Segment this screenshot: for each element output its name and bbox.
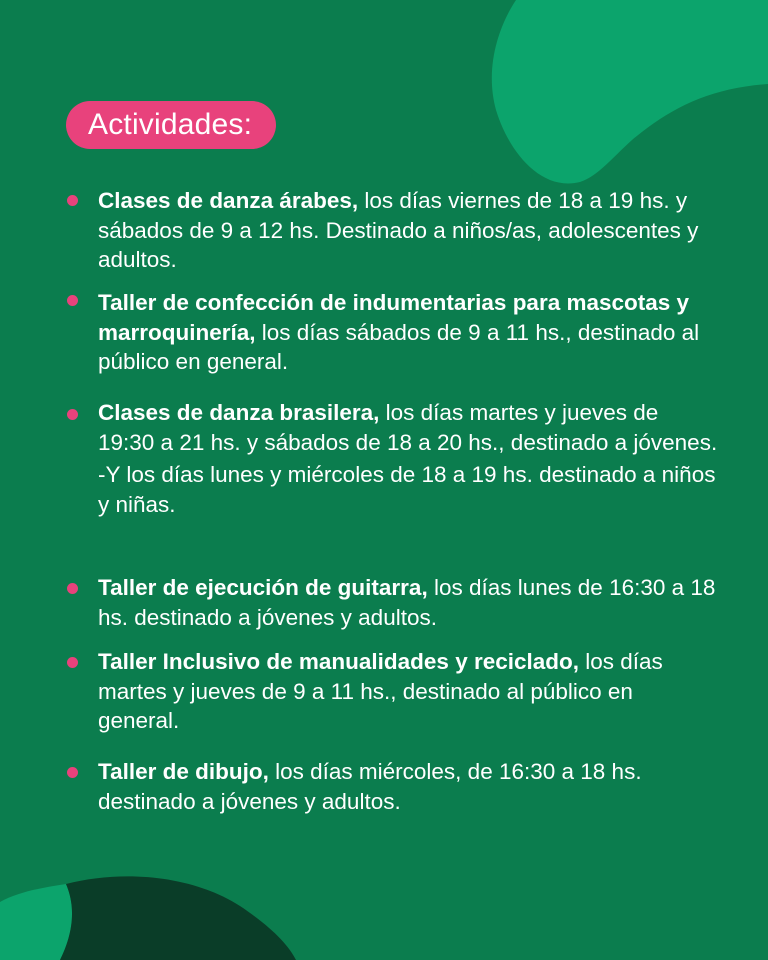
activity-item xyxy=(98,647,718,736)
activity-name: Taller de dibujo, xyxy=(98,759,269,784)
activity-details: los días viernes de 18 a 19 hs. y sábados de 9 a 12 hs. Destinado a niños/as, adolescentes y adultos. xyxy=(98,188,699,272)
activity-item xyxy=(98,186,718,275)
activity-details: los días martes y jueves de 9 a 11 hs., destinado al público en general. xyxy=(98,649,663,733)
bottom-left-dark-blob xyxy=(60,876,296,960)
activity-item xyxy=(98,288,718,377)
activity-item xyxy=(98,398,718,519)
activity-details: los días miércoles, de 16:30 a 18 hs. destinado a jóvenes y adultos. xyxy=(98,759,642,814)
activity-name: Taller Inclusivo de manualidades y reciclado, xyxy=(98,649,580,674)
activity-name: Taller de ejecución de guitarra, xyxy=(98,575,428,600)
bullet-icon xyxy=(67,657,78,668)
activity-name: Clases de danza árabes, xyxy=(98,188,359,213)
section-title: Actividades: xyxy=(66,101,276,149)
bullet-icon xyxy=(67,767,78,778)
activity-name: Clases de danza brasilera, xyxy=(98,400,380,425)
activity-details: los días martes y jueves de 19:30 a 21 hs. y sábados de 18 a 20 hs., destinado a jóvenes. xyxy=(98,400,718,455)
bullet-icon xyxy=(67,583,78,594)
activity-extra-schedule: -Y los días lunes y miércoles de 18 a 19 hs. destinado a niños y niñas. xyxy=(98,462,716,517)
activity-details: los días sábados de 9 a 11 hs., destinado al público en general. xyxy=(98,319,700,374)
bottom-left-blob xyxy=(0,884,72,960)
top-right-blob xyxy=(492,0,768,183)
bullet-icon xyxy=(67,195,78,206)
activity-name: Taller de confección de indumentarias para mascotas y marroquinería, xyxy=(98,290,690,345)
bullet-icon xyxy=(67,295,78,306)
activity-item xyxy=(98,757,718,816)
activity-details: los días lunes de 16:30 a 18 hs. destinado a jóvenes y adultos. xyxy=(98,575,716,630)
activity-item xyxy=(98,573,718,632)
bullet-icon xyxy=(67,409,78,420)
